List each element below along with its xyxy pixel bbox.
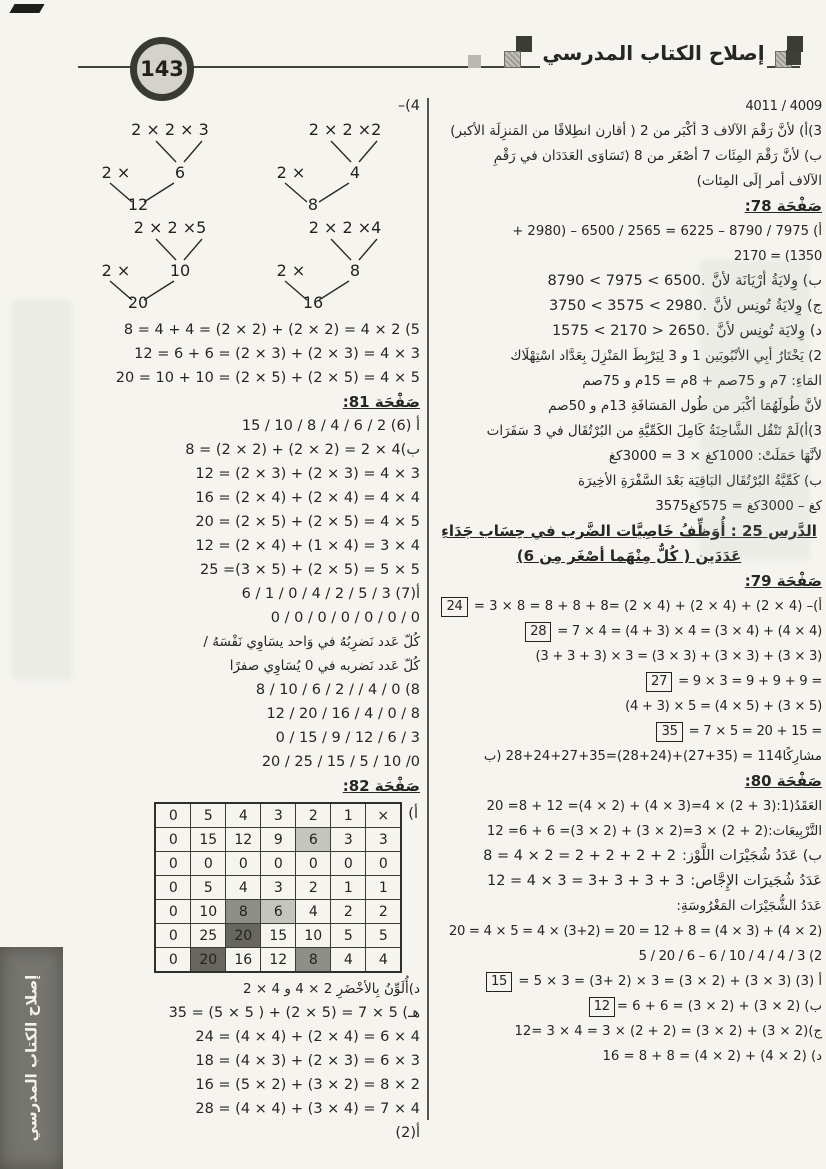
text-line bbox=[436, 844, 822, 869]
boxed-answer: 15 bbox=[486, 972, 512, 992]
page-title: إصلاح الكتاب المدرسي bbox=[542, 41, 765, 65]
table-cell: 6 bbox=[261, 900, 296, 924]
table-header-cell: 0 bbox=[155, 803, 191, 828]
text-line bbox=[84, 1001, 420, 1025]
table-header-cell: 1 bbox=[331, 803, 366, 828]
text-segment: 20 = (2 × 5) + (2 × 5) = 4 × 5 bbox=[195, 514, 420, 530]
table-cell: 4 bbox=[331, 948, 366, 973]
text-segment: 8 = 4 + 4 = (2 × 2) + (2 × 2) = 4 × 2 (5 bbox=[123, 322, 420, 338]
table-cell: 10 bbox=[191, 900, 226, 924]
svg-text:16: 16 bbox=[302, 293, 324, 310]
text-line bbox=[84, 438, 420, 462]
text-segment: صَفْحَة 78: bbox=[744, 197, 822, 215]
svg-text:2 × 2 ×5: 2 × 2 ×5 bbox=[133, 218, 207, 237]
text-line bbox=[436, 119, 822, 144]
text-segment: (أ(2 bbox=[395, 1125, 420, 1141]
table-cell: 15 bbox=[191, 828, 226, 852]
table-cell: 16 bbox=[226, 948, 261, 973]
svg-text:2 × 2 × 3: 2 × 2 × 3 bbox=[131, 120, 209, 139]
text-line bbox=[84, 94, 420, 118]
bleed-through-artifact bbox=[12, 300, 72, 680]
text-segment: 20 / 25 / 15 / 5 / 10 /0 bbox=[261, 754, 420, 770]
multiplication-table bbox=[154, 802, 402, 973]
arabic-text: ب) عَدَدُ شُجَيْرَات اللَّوْز: bbox=[681, 848, 822, 864]
text-segment: 16 = (2 × 4) + (2 × 4) = 4 × 4 bbox=[195, 490, 420, 506]
table-cell: 0 bbox=[155, 876, 191, 900]
text-line bbox=[84, 462, 420, 486]
section-heading bbox=[436, 569, 822, 594]
text-line bbox=[84, 654, 420, 678]
table-cell: 0 bbox=[331, 852, 366, 876]
number-run: 3750 < 3575 < 2980. bbox=[549, 298, 708, 314]
svg-text:2 ×: 2 × bbox=[276, 163, 306, 182]
text-segment: 8 = (2 × 2) + (2 × 2) = 2 × 4(ب bbox=[185, 442, 420, 458]
text-segment: = 9 × 3 = 9 + 9 + 9 = bbox=[674, 674, 822, 689]
text-segment: 12 = (2 × 4) + (1 × 4) = 3 × 4 bbox=[195, 538, 420, 554]
text-line bbox=[436, 669, 822, 694]
text-segment: صَفْحَة 79: bbox=[744, 572, 822, 590]
table-cell: 4 bbox=[366, 948, 402, 973]
text-segment: 20 = 4 × 5 = 4 × (3+2) = 20 = 12 + 8 = (4 × 3) + (4 × 2) bbox=[448, 924, 822, 939]
text-segment: = 6 + 6 = (3 × 2) + (3 × 2) (ب bbox=[616, 999, 822, 1014]
text-segment: كُلّ عَدد نَضربه في 0 يُسَاوِي صفرًا bbox=[229, 658, 420, 674]
left-column bbox=[84, 94, 420, 1145]
text-segment: 0 / 0 / 0 / 0 / 0 / 0 / 0 bbox=[270, 610, 420, 626]
text-line bbox=[436, 894, 822, 919]
text-segment: 3)أ) لأنَّ رَقْمَ الآلاف 3 أكْبَر من 2 ( أقارن انطِلاقًا من المَنزِلَة الأكبر) bbox=[450, 123, 822, 139]
text-segment: 12 = 6 + 6 = (2 × 3) + (2 × 3) = 4 × 3 bbox=[134, 346, 420, 362]
text-line bbox=[436, 819, 822, 844]
table-row bbox=[155, 924, 401, 948]
text-line bbox=[436, 694, 822, 719]
text-segment: = 3 × 8 = 8 + 8 + 8= (2 × 4) + (2 × 4) + (2 × 4) –(أ bbox=[469, 599, 822, 614]
table-cell: 9 bbox=[261, 828, 296, 852]
side-tab bbox=[0, 947, 63, 1169]
table-header-cell: 4 bbox=[226, 803, 261, 828]
factor-tree bbox=[84, 218, 242, 310]
text-segment: –(4 bbox=[397, 98, 420, 114]
text-line bbox=[436, 794, 822, 819]
table-cell: 0 bbox=[226, 852, 261, 876]
text-segment: 12 =6 + 6 =(3 × 2) + (3 × 2)=3 × (2 + 2):التَّرْبِيعَات bbox=[486, 824, 822, 839]
text-segment: 28 = (4 × 4) + (3 × 4) = 7 × 4 bbox=[195, 1101, 420, 1117]
text-line bbox=[84, 1049, 420, 1073]
text-line bbox=[84, 977, 420, 1001]
text-line bbox=[84, 726, 420, 750]
table-cell: 0 bbox=[191, 852, 226, 876]
text-segment: 24 = (4 × 4) + (2 × 4) = 6 × 4 bbox=[195, 1029, 420, 1045]
svg-text:2 ×: 2 × bbox=[101, 261, 131, 280]
number-run: 8 = 4 × 2 = 2 + 2 + 2 + 2 bbox=[483, 848, 676, 864]
table-header-cell: 5 bbox=[191, 803, 226, 828]
text-line bbox=[84, 414, 420, 438]
number-run: 12 = 4 × 3 = 3+ 3 + 3 + 3 bbox=[486, 873, 685, 889]
text-segment: 16 = (5 × 2) + (3 × 2) = 8 × 2 bbox=[195, 1077, 420, 1093]
table-row bbox=[155, 828, 401, 852]
text-line bbox=[84, 1025, 420, 1049]
table-cell: 0 bbox=[155, 852, 191, 876]
section-heading bbox=[436, 194, 822, 219]
svg-text:10: 10 bbox=[169, 261, 191, 280]
text-segment: 25 =(3 × 5) + (2 × 5) = 5 × 5 bbox=[199, 562, 420, 578]
text-segment: 20 =8 + 12 =(4 × 2) + (4 × 3)=4 × (2 + 3):العَقَدُ(1 bbox=[486, 799, 822, 814]
svg-text:6: 6 bbox=[174, 163, 186, 182]
text-line bbox=[436, 94, 822, 119]
text-segment: ب) لأنَّ رَقْمَ المِئَات 7 أصْغَر من 8 (تَسَاوَى العَدَدَان في رَقْمِ bbox=[493, 148, 822, 164]
text-segment: 0 / 15 / 9 / 12 / 6 / 3 bbox=[275, 730, 420, 746]
text-segment: المَاءِ: 7م و 75صم + 8م = 15م و 75صم bbox=[582, 373, 822, 389]
text-segment: = 7 × 4 = (4 + 3) × 4 = (3 × 4) + (4 × 4) bbox=[553, 624, 822, 639]
text-segment: ب) كَمِّيَّةُ البُرْتُقَال البَاقِيَة بَعْدَ السَّفْرَةِ الأخِيرَة bbox=[578, 473, 822, 489]
table-cell: 1 bbox=[366, 876, 402, 900]
text-segment: صَفْحَة 80: bbox=[744, 772, 822, 790]
table-cell: 2 bbox=[366, 900, 402, 924]
table-cell: 0 bbox=[155, 900, 191, 924]
table-header-cell: 2 bbox=[296, 803, 331, 828]
text-segment: الدَّرس 25 : أُوَظِّفُ خَاصِيَّات الضَّرب في حِسَاب جَدَاءِ bbox=[441, 522, 817, 540]
text-segment: عَدَدَين ( كُلٌّ مِنْهَما أصْغَر مِن 6) bbox=[516, 547, 742, 565]
header-title-wrap bbox=[540, 33, 767, 73]
multiplication-table-block bbox=[84, 802, 418, 973]
table-cell: 10 bbox=[296, 924, 331, 948]
text-line bbox=[84, 1097, 420, 1121]
right-column bbox=[436, 94, 822, 1069]
table-cell: 0 bbox=[155, 948, 191, 973]
arabic-text: ج) وِلايَةُ تُونِس لأنَّ bbox=[713, 298, 822, 314]
table-cell: 20 bbox=[191, 948, 226, 973]
text-segment: 12= 3 × 4 = 3 × (2 + 2) = (3 × 2) + (3 × 2)(ج bbox=[514, 1024, 822, 1039]
text-segment: 2170 = (1350 bbox=[733, 249, 822, 264]
page-number: 143 bbox=[140, 57, 184, 81]
table-header-cell: 3 bbox=[261, 803, 296, 828]
svg-text:8: 8 bbox=[349, 261, 361, 280]
text-segment: 12 = (2 × 3) + (2 × 3) = 4 × 3 bbox=[195, 466, 420, 482]
boxed-answer: 27 bbox=[646, 672, 672, 692]
text-line bbox=[436, 144, 822, 169]
text-segment: 35 = (5 × 5 ) + (2 × 5) = 7 × 5 (هـ bbox=[168, 1005, 420, 1021]
table-cell: 8 bbox=[296, 948, 331, 973]
table-cell: 8 bbox=[226, 900, 261, 924]
boxed-answer: 24 bbox=[441, 597, 467, 617]
text-segment: كُلّ عَدد نَضرِبُهُ في وَاحد يسَاوِي نَفْسَهُ / bbox=[203, 634, 420, 650]
section-heading bbox=[84, 774, 420, 798]
text-segment: (3 + 3 + 3) × 3 = (3 × 3) + (3 × 3) + (3 × 3) bbox=[535, 649, 822, 664]
table-cell: 6 bbox=[296, 828, 331, 852]
text-line bbox=[436, 169, 822, 194]
header-end-square bbox=[786, 50, 801, 65]
text-line bbox=[84, 582, 420, 606]
svg-text:2 ×: 2 × bbox=[276, 261, 306, 280]
text-line bbox=[84, 342, 420, 366]
table-label: (أ bbox=[408, 806, 418, 822]
text-line bbox=[84, 1073, 420, 1097]
table-cell: 5 bbox=[191, 876, 226, 900]
text-segment: 3575كغ – 3000كغ = 575كغ bbox=[655, 499, 822, 514]
svg-text:2 × 2 ×4: 2 × 2 ×4 bbox=[308, 218, 382, 237]
text-segment: لأنَّ طُولَهُمَا أكْبَر من طُول المَسَافَةِ 13م و 50صم bbox=[548, 398, 822, 414]
text-line bbox=[84, 702, 420, 726]
text-line bbox=[84, 1121, 420, 1145]
svg-text:2 × 2 ×2: 2 × 2 ×2 bbox=[308, 120, 382, 139]
text-segment: 4011 / 4009 bbox=[745, 99, 822, 114]
number-run: 1575 < 2170 > 2650. bbox=[551, 323, 710, 339]
table-row bbox=[155, 948, 401, 973]
title-decor-left-icon bbox=[504, 36, 532, 70]
factor-tree bbox=[259, 120, 417, 212]
boxed-answer: 12 bbox=[589, 997, 615, 1017]
table-cell: 12 bbox=[226, 828, 261, 852]
text-segment: 18 = (4 × 3) + (2 × 3) = 6 × 3 bbox=[195, 1053, 420, 1069]
text-segment: 2) يَخْتَارُ أبِي الأنْبُوبَين 1 و 3 لِيَرْبِطَ المَنْزِلَ بِعَدَّاد اسْتِهْلَاك bbox=[510, 348, 822, 364]
arabic-text: عَدَدُ شُجَيرَات الإِجَّاص: bbox=[690, 873, 822, 889]
table-row bbox=[155, 852, 401, 876]
text-line bbox=[84, 630, 420, 654]
table-cell: 1 bbox=[331, 876, 366, 900]
table-cell: 25 bbox=[191, 924, 226, 948]
text-segment: 20 = 10 + 10 = (2 × 5) + (2 × 5) = 4 × 5 bbox=[115, 370, 420, 386]
table-cell: 0 bbox=[366, 852, 402, 876]
header-decor-square bbox=[468, 55, 481, 68]
table-row bbox=[155, 803, 401, 828]
table-cell: 5 bbox=[331, 924, 366, 948]
text-segment: مشارِكًا114 = (35+27)+(24+28)=35+27+24+28 (ب bbox=[483, 749, 822, 764]
arabic-text: ب) وِلايَةُ أرْيَانَة لأنَّ bbox=[711, 273, 822, 289]
text-line bbox=[84, 558, 420, 582]
text-line bbox=[84, 486, 420, 510]
text-segment: 5 / 20 / 6 – 6 / 10 / 4 / 4 / 3 (2 bbox=[638, 949, 822, 964]
text-line bbox=[436, 994, 822, 1019]
text-segment: = 5 × 3 = (3+ 2) × 3 = (3 × 2) + (3 × 3) (أ (3 bbox=[514, 974, 822, 989]
bleed-through-artifact bbox=[700, 260, 810, 560]
text-segment: 15 / 10 / 8 / 4 / 6 / 2 (أ (6 bbox=[241, 418, 420, 434]
svg-text:12: 12 bbox=[127, 195, 149, 212]
text-line bbox=[84, 750, 420, 774]
text-line bbox=[436, 1044, 822, 1069]
table-cell: 3 bbox=[366, 828, 402, 852]
table-cell: 4 bbox=[296, 900, 331, 924]
column-divider bbox=[427, 98, 429, 1120]
text-segment: 8 / 10 / 6 / 2 / / 4 / 0 (8 bbox=[255, 682, 420, 698]
table-cell: 12 bbox=[261, 948, 296, 973]
table-header-cell: × bbox=[366, 803, 402, 828]
text-segment: 16 = 8 + 8 = (4 × 2) + (4 × 2) (د bbox=[602, 1049, 822, 1064]
text-segment: 12 / 20 / 16 / 4 / 0 / 8 bbox=[266, 706, 420, 722]
factor-tree bbox=[259, 218, 417, 310]
text-segment: صَفْحَة 81: bbox=[342, 393, 420, 411]
section-heading bbox=[84, 390, 420, 414]
text-segment: د)أُلَوِّنُ بِالأخْضَرِ 2 × 4 و 4 × 2 bbox=[243, 981, 420, 997]
svg-text:4: 4 bbox=[349, 163, 361, 182]
table-cell: 2 bbox=[296, 876, 331, 900]
text-line bbox=[436, 1019, 822, 1044]
text-line bbox=[84, 318, 420, 342]
table-cell: 20 bbox=[226, 924, 261, 948]
table-cell: 0 bbox=[155, 924, 191, 948]
svg-text:20: 20 bbox=[127, 293, 149, 310]
boxed-answer: 35 bbox=[656, 722, 682, 742]
text-line bbox=[436, 719, 822, 744]
table-cell: 5 bbox=[366, 924, 402, 948]
scan-artifact bbox=[9, 4, 44, 13]
text-line bbox=[84, 366, 420, 390]
text-line bbox=[84, 678, 420, 702]
text-segment: لأنَّهَا حَمَلَتْ: 1000كغ × 3 = 3000كغ bbox=[608, 448, 822, 464]
text-line bbox=[436, 744, 822, 769]
arabic-text: د) وِلايَة تُونِس لأنَّ bbox=[716, 323, 822, 339]
section-heading bbox=[436, 769, 822, 794]
number-run: 8790 < 7975 < 6500. bbox=[547, 273, 706, 289]
svg-text:2 ×: 2 × bbox=[101, 163, 131, 182]
text-segment: + 2980) – 6500 / 2565 = 6225 – 8790 / 7975 (أ bbox=[512, 224, 822, 239]
text-line bbox=[84, 510, 420, 534]
text-segment: الآلاف أمر إلَى المِئات) bbox=[696, 173, 822, 189]
text-segment: (4 + 3) × 5 = (4 × 5) + (3 × 5) bbox=[625, 699, 822, 714]
boxed-answer: 28 bbox=[525, 622, 551, 642]
text-line bbox=[84, 606, 420, 630]
text-line bbox=[436, 619, 822, 644]
text-segment: 6 / 1 / 0 / 4 / 2 / 5 / 3 (أ(7 bbox=[241, 586, 420, 602]
text-line bbox=[436, 944, 822, 969]
table-cell: 3 bbox=[261, 876, 296, 900]
svg-text:8: 8 bbox=[307, 195, 319, 212]
table-row bbox=[155, 900, 401, 924]
text-segment: = 7 × 5 = 20 + 15 = bbox=[684, 724, 822, 739]
text-line bbox=[84, 534, 420, 558]
table-row bbox=[155, 876, 401, 900]
text-line bbox=[436, 969, 822, 994]
table-cell: 3 bbox=[331, 828, 366, 852]
text-line bbox=[436, 219, 822, 244]
factor-trees-grid bbox=[84, 120, 420, 310]
table-cell: 4 bbox=[226, 876, 261, 900]
table-cell: 2 bbox=[331, 900, 366, 924]
text-segment: 3)أ)لَمْ تَنْقُل الشَّاحِنَةُ كَامِلَ الكَمِّيَّةِ من البُرْتُقَال في 3 سَفَرَات bbox=[486, 423, 822, 439]
text-line bbox=[436, 594, 822, 619]
text-line bbox=[436, 644, 822, 669]
table-cell: 15 bbox=[261, 924, 296, 948]
table-cell: 0 bbox=[261, 852, 296, 876]
text-line bbox=[436, 919, 822, 944]
text-segment: عَدَدُ الشُّجَيْرَات المَغْرُوسَةِ: bbox=[676, 898, 822, 914]
text-line bbox=[436, 869, 822, 894]
text-segment: صَفْحَة 82: bbox=[342, 777, 420, 795]
table-cell: 0 bbox=[155, 828, 191, 852]
side-tab-label: إصلاح الكتاب المدرسي bbox=[22, 974, 41, 1142]
page-number-badge bbox=[130, 37, 194, 101]
table-cell: 0 bbox=[296, 852, 331, 876]
factor-tree bbox=[84, 120, 242, 212]
